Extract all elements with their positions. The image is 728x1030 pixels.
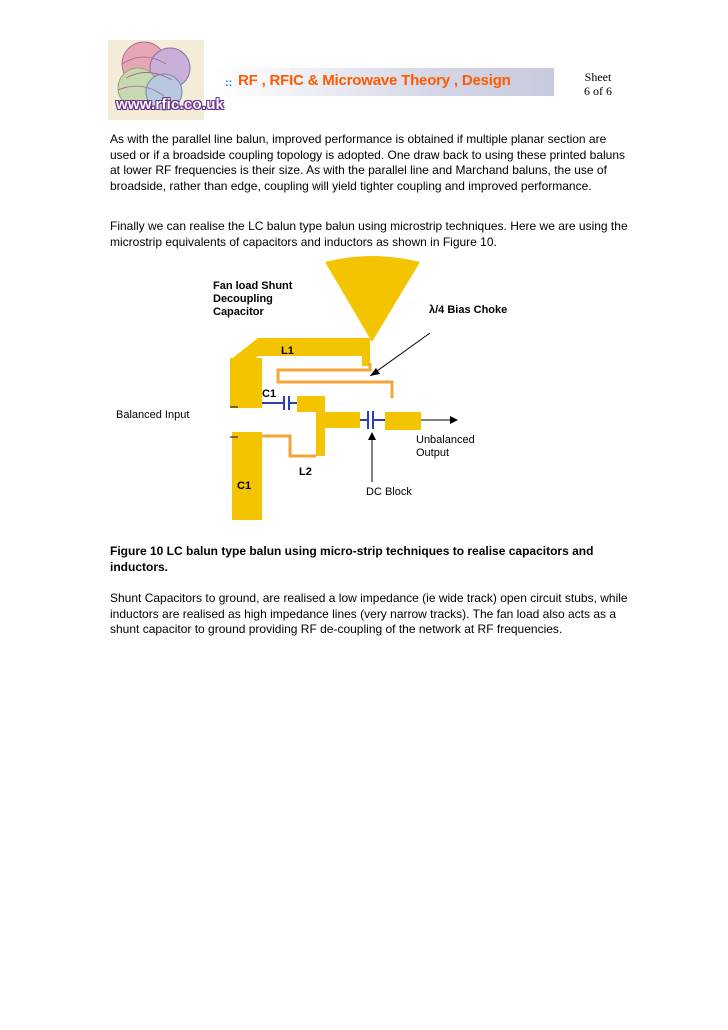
banner-bullet-icon: :: xyxy=(225,77,233,89)
title-banner xyxy=(212,68,554,96)
bias-choke-meander xyxy=(278,363,392,398)
mid-pad-lower xyxy=(316,412,325,456)
fan-label-1: Fan load Shunt xyxy=(213,280,293,292)
series-line xyxy=(325,412,360,428)
sheet-number: 6 of 6 xyxy=(584,84,612,98)
l2-label: L2 xyxy=(299,466,312,478)
c1-top-stub xyxy=(230,358,262,408)
l1-label: L1 xyxy=(281,345,294,357)
figure-10-diagram xyxy=(100,250,540,530)
paragraph-3: Shunt Capacitors to ground, are realised a low impedance (ie wide track) open circuit stubs, while inductors are realised as high impedance lines (very narrow tracks). The fan load also acts as a shunt capacitor to ground providing RF de-coupling of the network at RF frequencies. xyxy=(110,591,628,637)
dc-block-label: DC Block xyxy=(366,486,412,498)
paragraph-2: Finally we can realise the LC balun type balun using microstrip techniques. Here we are using the microstrip equivalents of capacitors and inductors as shown in Figure 10. xyxy=(110,219,628,249)
mid-pad xyxy=(297,396,325,412)
output-pad xyxy=(385,412,421,430)
fan-feed xyxy=(362,338,370,366)
unbalanced-label-2: Output xyxy=(416,447,450,459)
paragraph-1: As with the parallel line balun, improved performance is obtained if multiple planar section are used or if a broadside coupling topology is adopted. One draw back to using these printed baluns at lower RF frequencies is their size. As with the parallel line and Marchand baluns, the use of broadside, rather than edge, coupling will yield tighter coupling and improved performance. xyxy=(110,132,626,193)
sheet-label: Sheet xyxy=(584,70,612,84)
fan-label-2: Decoupling xyxy=(213,293,273,305)
balanced-input-label: Balanced Input xyxy=(116,409,190,421)
banner-title: RF , RFIC & Microwave Theory , Design xyxy=(238,72,511,89)
unbalanced-label-1: Unbalanced xyxy=(416,434,475,446)
fan-label-3: Capacitor xyxy=(213,306,264,318)
c1-top-label: C1 xyxy=(262,388,277,400)
sheet-indicator xyxy=(576,70,620,98)
bias-choke-label: λ/4 Bias Choke xyxy=(429,304,508,316)
c1-bottom-label: C1 xyxy=(237,480,252,492)
c1-bottom-stub xyxy=(232,432,262,520)
site-url[interactable]: www.rfic.co.uk xyxy=(116,96,225,113)
figure-caption: Figure 10 LC balun type balun using micro-strip techniques to realise capacitors and inductors. xyxy=(110,544,594,574)
l1-track xyxy=(258,338,370,356)
fan-load-stub xyxy=(325,256,420,342)
